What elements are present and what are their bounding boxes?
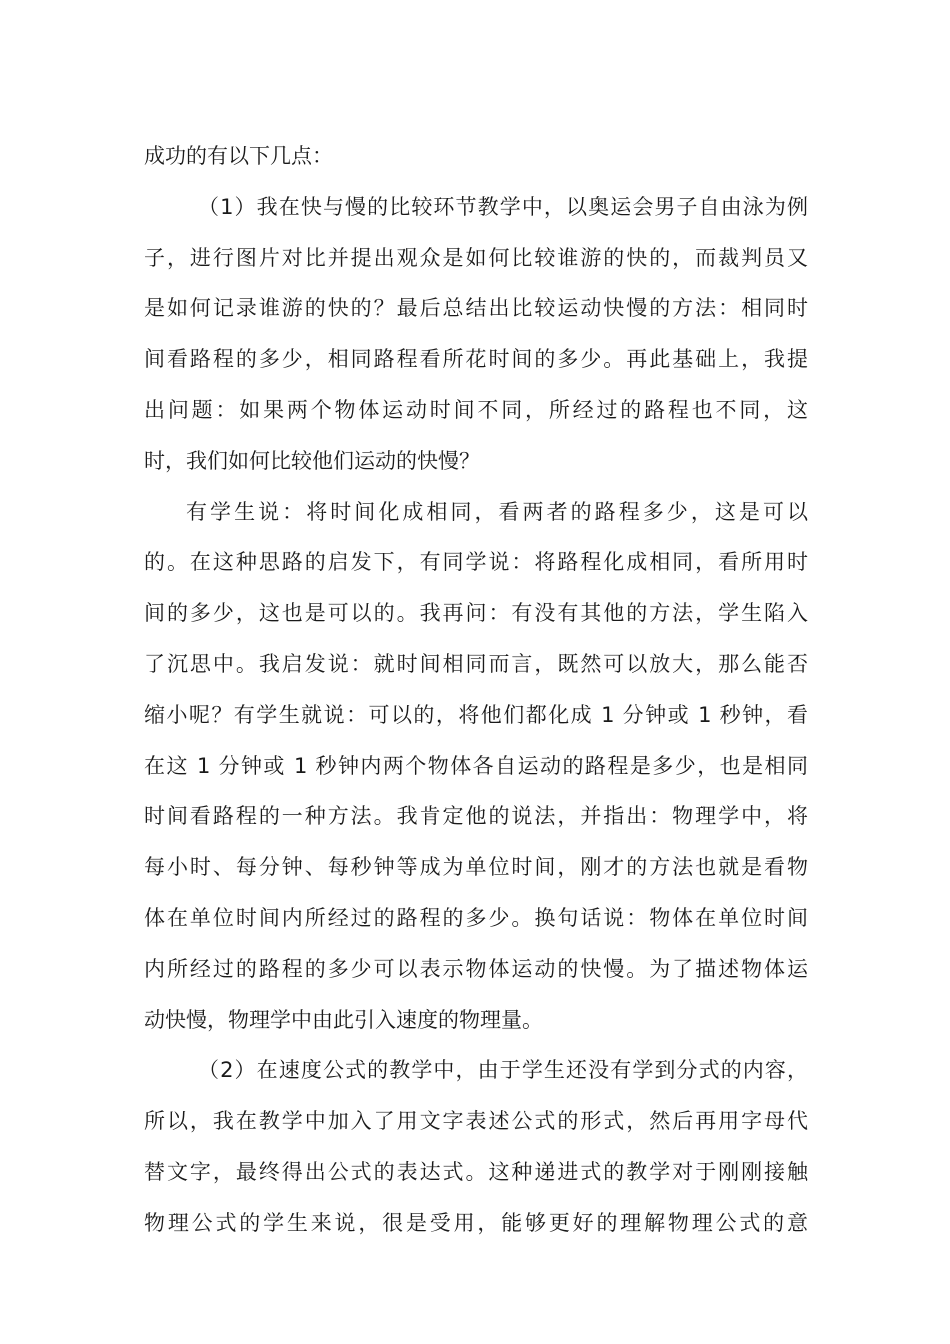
- text-line: 出问题：如果两个物体运动时间不同，所经过的路程也不同，这: [144, 397, 808, 422]
- text-line: 是如何记录谁游的快的？最后总结出比较运动快慢的方法：相同时: [144, 296, 808, 321]
- text-line: 有学生说：将时间化成相同，看两者的路程多少，这是可以: [186, 499, 808, 524]
- text-line: （1）我在快与慢的比较环节教学中，以奥运会男子自由泳为例: [198, 194, 808, 219]
- document-body: [144, 131, 808, 1249]
- text-line: 所以，我在教学中加入了用文字表述公式的形式，然后再用字母代: [144, 1109, 808, 1134]
- text-line: 时，我们如何比较他们运动的快慢？: [144, 448, 480, 473]
- text-line: 物理公式的学生来说，很是受用，能够更好的理解物理公式的意: [144, 1210, 808, 1235]
- text-line: 在这 1 分钟或 1 秒钟内两个物体各自运动的路程是多少，也是相同: [144, 753, 808, 778]
- text-line: 的。在这种思路的启发下，有同学说：将路程化成相同，看所用时: [144, 550, 808, 575]
- text-line: 动快慢，物理学中由此引入速度的物理量。: [144, 1007, 543, 1032]
- text-line: 时间看路程的一种方法。我肯定他的说法，并指出：物理学中，将: [144, 804, 808, 829]
- text-line: 间看路程的多少，相同路程看所花时间的多少。再此基础上，我提: [144, 347, 808, 372]
- text-line: 了沉思中。我启发说：就时间相同而言，既然可以放大，那么能否: [144, 651, 808, 676]
- text-line: 子，进行图片对比并提出观众是如何比较谁游的快的，而裁判员又: [144, 245, 808, 270]
- text-line: 内所经过的路程的多少可以表示物体运动的快慢。为了描述物体运: [144, 956, 808, 981]
- text-line: 间的多少，这也是可以的。我再问：有没有其他的方法，学生陷入: [144, 601, 808, 626]
- text-line: 替文字，最终得出公式的表达式。这种递进式的教学对于刚刚接触: [144, 1159, 808, 1184]
- text-line: 缩小呢？有学生就说：可以的，将他们都化成 1 分钟或 1 秒钟，看: [144, 702, 808, 727]
- text-line: 体在单位时间内所经过的路程的多少。换句话说：物体在单位时间: [144, 905, 808, 930]
- text-line: （2）在速度公式的教学中，由于学生还没有学到分式的内容，: [198, 1058, 808, 1083]
- text-line: 成功的有以下几点：: [144, 144, 333, 168]
- text-line: 每小时、每分钟、每秒钟等成为单位时间，刚才的方法也就是看物: [144, 855, 808, 880]
